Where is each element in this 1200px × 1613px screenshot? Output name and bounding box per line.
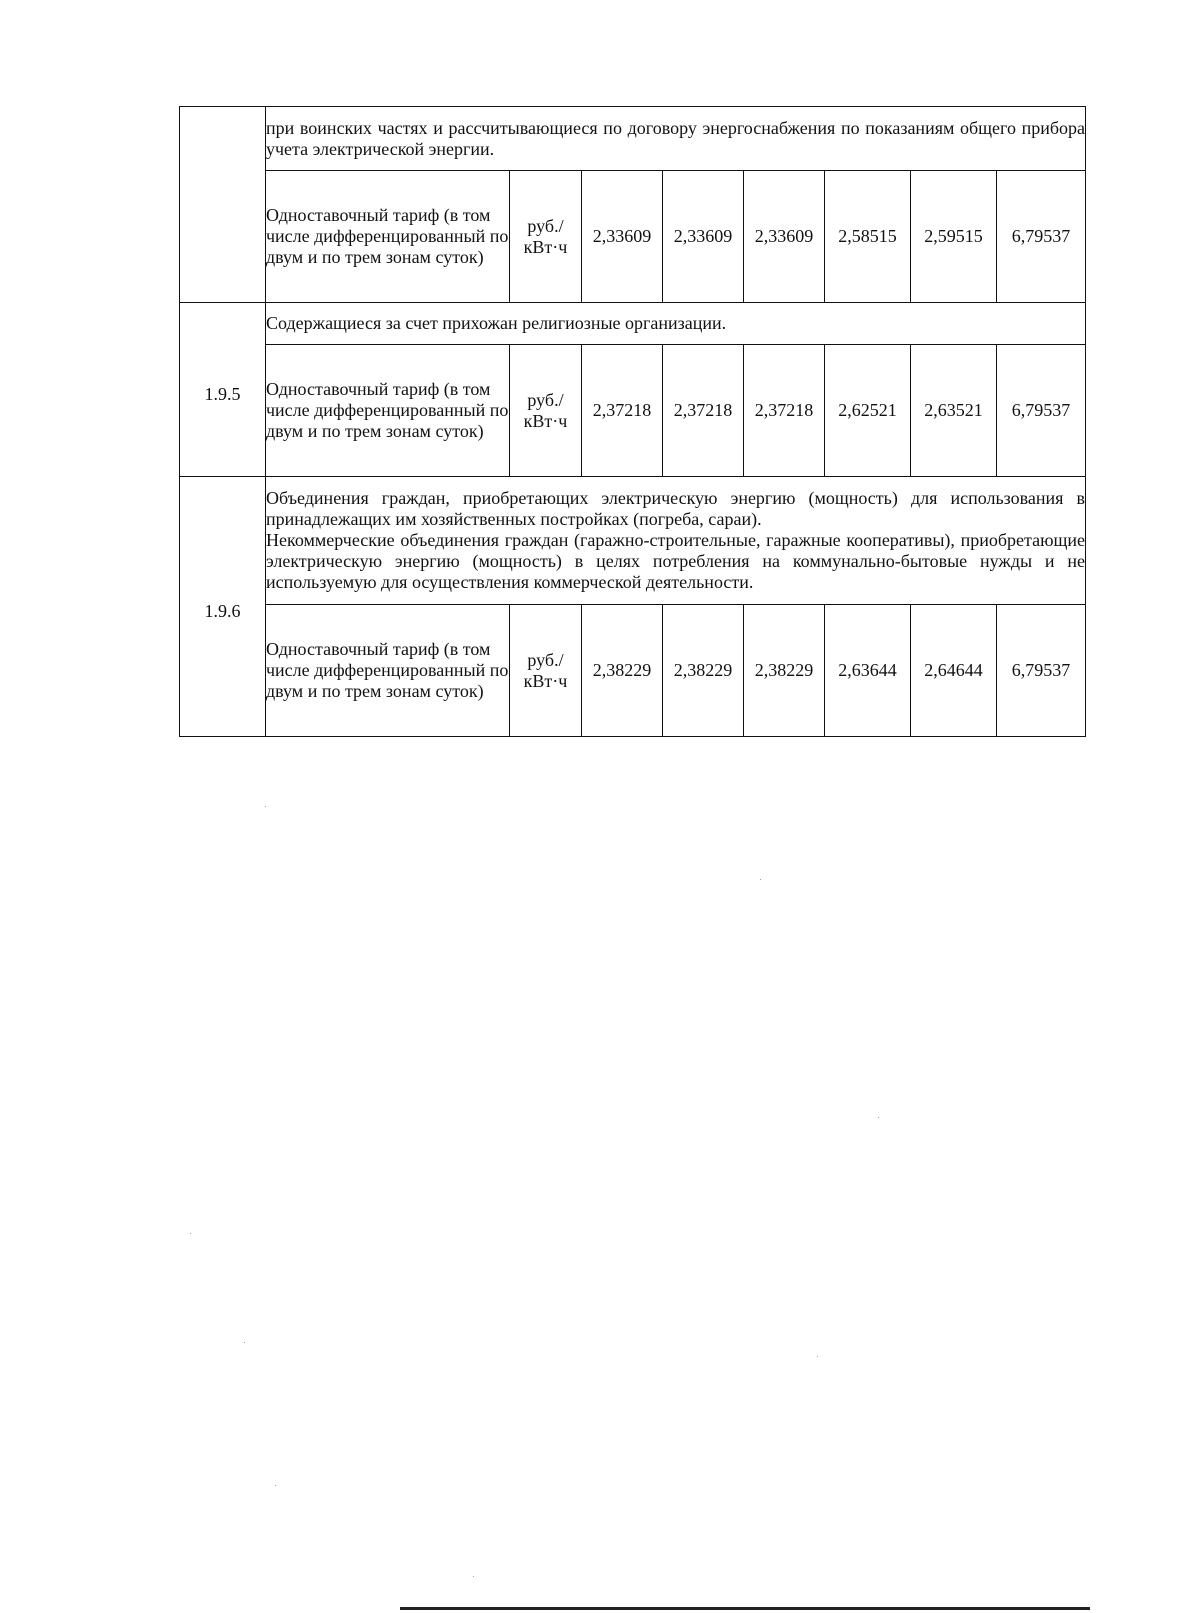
- description-paragraph: Некоммерческие объединения граждан (гаражно-строительные, гаражные кооперативы), приобретающие электрическую энергию (мощность) в целях потребления на коммунально-бытовые нужды и не используемую для осуществления коммерческой деятельности.: [266, 530, 1086, 592]
- scan-speck: [275, 1485, 276, 1486]
- value-cell: 2,59515: [911, 171, 997, 303]
- scan-speck: [244, 1342, 245, 1343]
- unit-cell: руб./ кВт·ч: [510, 345, 582, 477]
- value-cell: 2,64644: [911, 605, 997, 737]
- tariff-label: Одноставочный тариф (в том числе дифференцированный по двум и по трем зонам суток): [266, 171, 510, 303]
- value-cell: 2,33609: [744, 171, 825, 303]
- section-1-9-5-description-row: [180, 303, 1086, 345]
- scan-speck: [265, 806, 266, 807]
- row-number: 1.9.6: [180, 477, 266, 737]
- value-cell: 2,33609: [582, 171, 663, 303]
- value-cell: 2,63521: [911, 345, 997, 477]
- value-cell: 2,63644: [825, 605, 911, 737]
- scan-edge-line: [400, 1607, 1090, 1610]
- value-cell: 2,38229: [744, 605, 825, 737]
- value-cell: 6,79537: [997, 171, 1086, 303]
- value-cell: 2,38229: [582, 605, 663, 737]
- value-cell: 6,79537: [997, 345, 1086, 477]
- row-description: при воинских частях и рассчитывающиеся по договору энергоснабжения по показаниям общего прибора учета электрической энергии.: [266, 107, 1086, 171]
- value-cell: 2,37218: [582, 345, 663, 477]
- tariff-label: Одноставочный тариф (в том числе дифференцированный по двум и по трем зонам суток): [266, 605, 510, 737]
- tariff-table: [179, 106, 1086, 737]
- scan-speck: [760, 879, 761, 880]
- unit-cell: руб./ кВт·ч: [510, 605, 582, 737]
- value-cell: 6,79537: [997, 605, 1086, 737]
- section-1-9-6-tariff-row: [180, 605, 1086, 737]
- value-cell: 2,33609: [663, 171, 744, 303]
- row-description: Содержащиеся за счет прихожан религиозные организации.: [266, 303, 1086, 345]
- value-cell: 2,62521: [825, 345, 911, 477]
- scan-speck: [190, 1233, 191, 1234]
- continuation-tariff-row: [180, 171, 1086, 303]
- continuation-description-row: [180, 107, 1086, 171]
- row-number: [180, 107, 266, 303]
- scan-speck: [473, 1576, 474, 1577]
- scan-speck: [817, 1356, 818, 1357]
- value-cell: 2,37218: [663, 345, 744, 477]
- description-paragraph: Объединения граждан, приобретающих электрическую энергию (мощность) для использования в принадлежащих им хозяйственных постройках (погреба, сараи).: [266, 488, 1086, 529]
- row-number: 1.9.5: [180, 303, 266, 477]
- value-cell: 2,37218: [744, 345, 825, 477]
- value-cell: 2,58515: [825, 171, 911, 303]
- section-1-9-5-tariff-row: [180, 345, 1086, 477]
- tariff-label: Одноставочный тариф (в том числе дифференцированный по двум и по трем зонам суток): [266, 345, 510, 477]
- scan-speck: [878, 1117, 879, 1118]
- value-cell: 2,38229: [663, 605, 744, 737]
- unit-cell: руб./ кВт·ч: [510, 171, 582, 303]
- section-1-9-6-description-row: [180, 477, 1086, 605]
- row-description: [266, 477, 1086, 605]
